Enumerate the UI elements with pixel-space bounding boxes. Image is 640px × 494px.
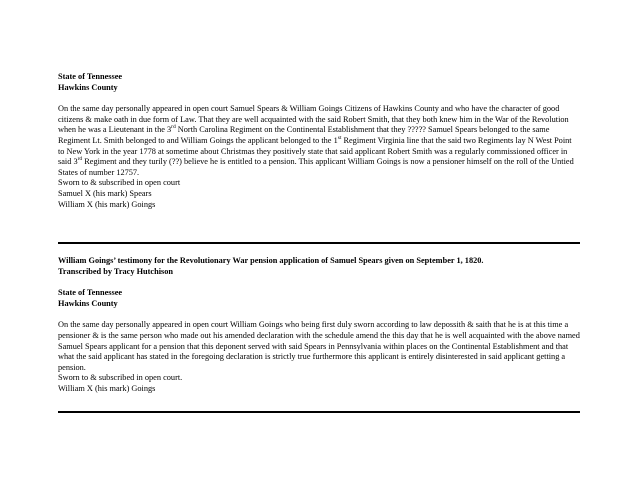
ordinal-suffix: rd [171, 124, 176, 131]
spacer [58, 309, 580, 320]
testimony-paragraph [58, 104, 580, 178]
section-divider [58, 242, 580, 244]
testimony-section-1 [58, 72, 580, 210]
ordinal-suffix: st [337, 135, 342, 142]
county-heading: Hawkins County [58, 82, 118, 92]
testimony-section-2 [58, 256, 580, 395]
document-title: William Goings’ testimony for the Revolutionary War pension application of Samuel Spears given on September 1, 1820. [58, 256, 484, 265]
signature-line: William X (his mark) Goings [58, 383, 156, 393]
sworn-line: Sworn to & subscribed in open court [58, 178, 181, 188]
signature-line: William X (his mark) Goings [58, 199, 156, 209]
state-heading: State of Tennessee [58, 288, 123, 298]
section-divider [58, 411, 580, 413]
ordinal-suffix: rd [77, 156, 83, 163]
paragraph-text: Regiment Virginia line that the said two Regiments lay N West Point to New York in the year 1778 at sometime about Christmas they positively state that said applicant Robert Smith was a regularly commissioned officer in said 3 [58, 135, 572, 167]
county-heading: Hawkins County [58, 298, 118, 308]
spacer [58, 93, 580, 104]
transcriber-line: Transcribed by Tracy Hutchison [58, 266, 174, 276]
paragraph-text: On the same day personally appeared in open court Samuel Spears & William Goings Citizens of Hawkins County and who have the character of good citizens & make oath in due form of Law. That they are well acquainted with the said Robert Smith, that they both knew him in the War of the Revolution when he was a Lieutenant in the 3 [58, 104, 569, 135]
testimony-paragraph: On the same day personally appeared in open court William Goings who being first duly sworn according to law depossith & saith that he is at this time a pensioner & is the same person who made out his amended declaration with the schedule amend the this day that he is well acquainted with the above named Samuel Spears applicant for a pension that this deponent served with said Spears in Pennsylvania within places on the Continental Establishment and that what the said applicant has stated in the foregoing declaration is strictly true furthermore this applicant is entirely disinterested in said applicant getting a pension. [58, 320, 580, 372]
paragraph-text: North Carolina Regiment on the Continental Establishment that they ????? Samuel Spears belonged to the same Regiment Lt. Smith belonged to and William Goings the applicant belonged to the 1 [58, 125, 550, 145]
state-heading: State of Tennessee [58, 72, 123, 81]
paragraph-text: Regiment and they turily (??) believe he is entitled to a pension. This applicant William Goings is now a pensioner himself on the roll of the Untied States of number 12757. [58, 157, 574, 177]
signature-line: Samuel X (his mark) Spears [58, 188, 152, 198]
sworn-line: Sworn to & subscribed in open court. [58, 373, 183, 383]
spacer [58, 277, 580, 288]
